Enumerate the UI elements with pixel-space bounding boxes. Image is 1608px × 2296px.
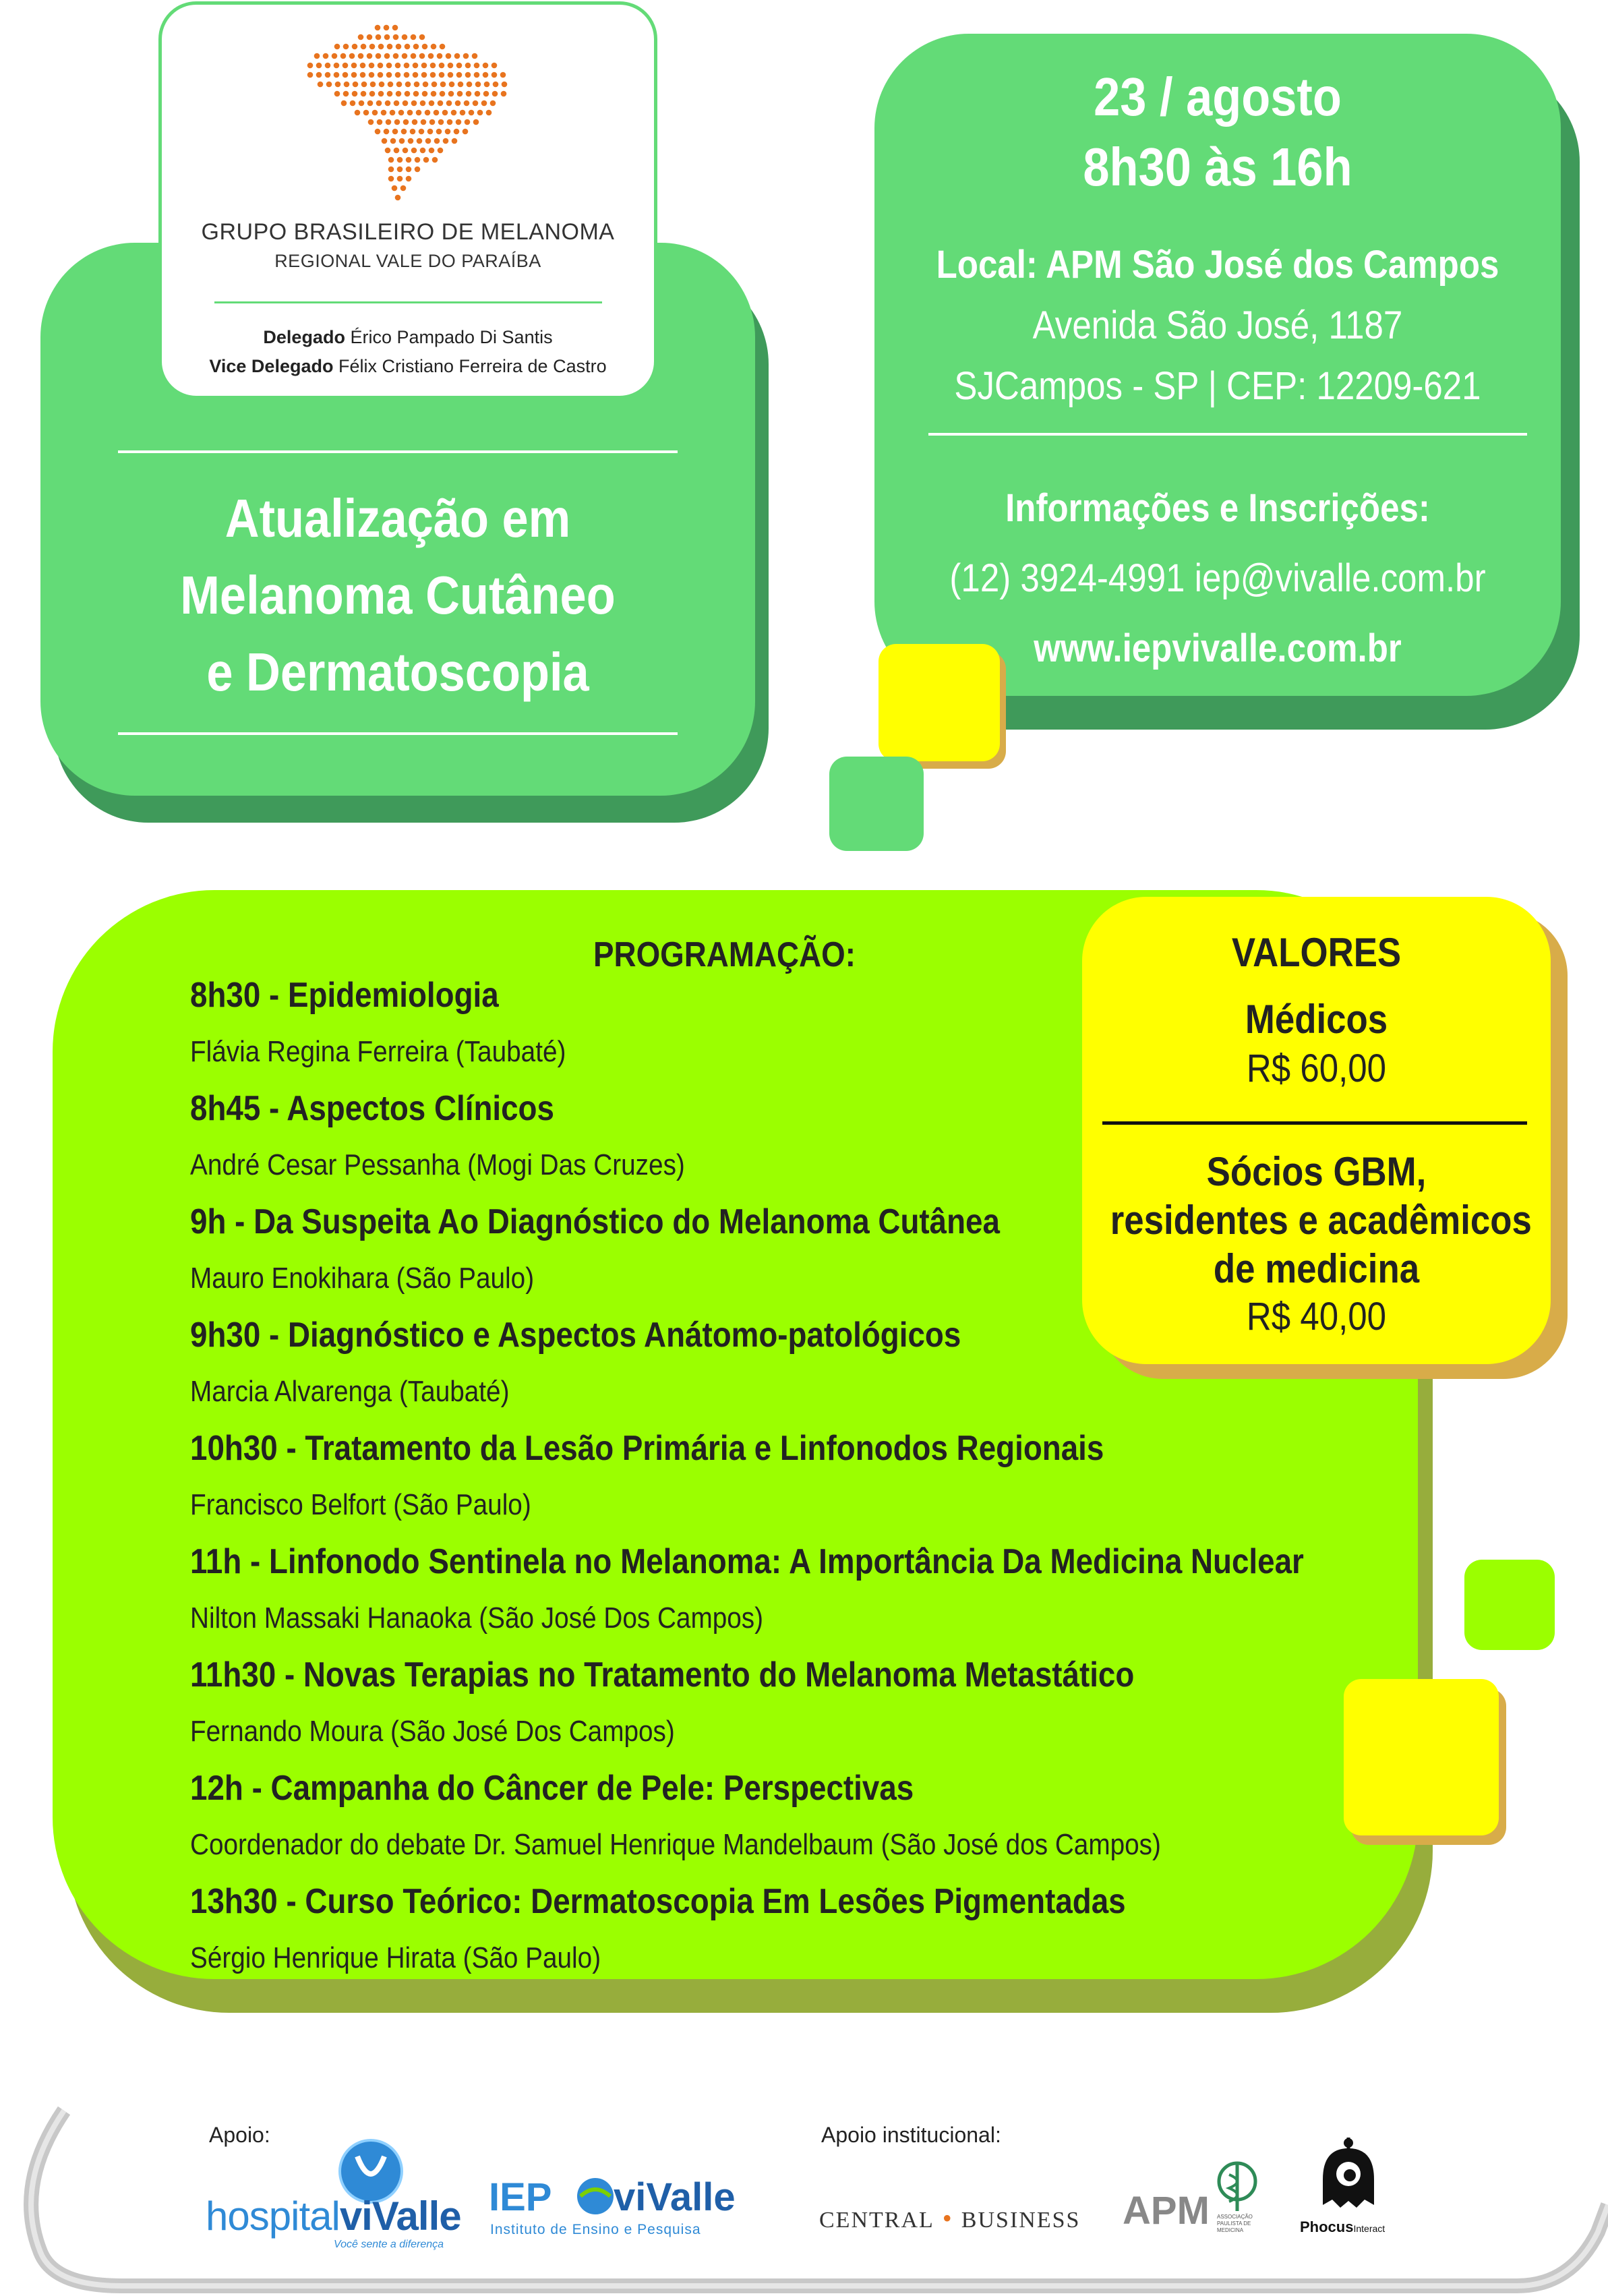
central-business-logo: [819, 2202, 1080, 2234]
support-label: Apoio:: [209, 2123, 270, 2147]
price-group1-value: R$ 60,00: [1246, 1047, 1387, 1090]
program-item-speaker: Sérgio Henrique Hirata (São Paulo): [190, 1941, 601, 1974]
organizer-box: [158, 1, 657, 399]
phocus-logo: [1294, 2138, 1396, 2239]
vice-delegate-line: [162, 356, 654, 377]
program-item-speaker: Nilton Massaki Hanaoka (São José Dos Campos): [190, 1601, 764, 1635]
program-item-title: 11h - Linfonodo Sentinela no Melanoma: A Importância Da Medicina Nuclear: [190, 1542, 1304, 1581]
website-link: www.iepvivalle.com.br: [1034, 626, 1402, 670]
delegate-line: [162, 327, 654, 348]
event-location: Local: APM São José dos Campos: [936, 243, 1499, 287]
program-item: [190, 1763, 1404, 1876]
organizer-name: GRUPO BRASILEIRO DE MELANOMA: [201, 219, 615, 245]
phocus-logo-text-a: Phocus: [1300, 2218, 1354, 2235]
program-item-title: 12h - Campanha do Câncer de Pele: Perspectivas: [190, 1769, 914, 1808]
price-group2-line1: Sócios GBM,: [1206, 1149, 1427, 1194]
contact-info: (12) 3924-4991 iep@vivalle.com.br: [949, 556, 1486, 600]
iep-tagline: Instituto de Ensino e Pesquisa: [490, 2222, 701, 2237]
program-item-speaker: Mauro Enokihara (São Paulo): [190, 1262, 535, 1295]
program-item: [190, 1536, 1404, 1649]
decor-square-yellow: [879, 644, 1000, 761]
info-label: Informações e Inscrições:: [1005, 486, 1430, 530]
decor-square-green: [829, 757, 924, 851]
program-heading: PROGRAMAÇÃO:: [593, 935, 856, 974]
vice-delegate-name: Félix Cristiano Ferreira de Castro: [338, 356, 607, 376]
apm-logo: [1123, 2161, 1278, 2233]
brazil-map-logo: [297, 18, 526, 210]
institutional-support-label: Apoio institucional:: [821, 2123, 1001, 2147]
event-title-line1: Atualização em: [225, 488, 571, 548]
event-title-line3: e Dermatoscopia: [206, 642, 589, 702]
hospital-vivalle-logo: [206, 2138, 461, 2250]
iep-logo-text-a: IEP: [489, 2175, 552, 2219]
central-logo-text-b: BUSINESS: [961, 2208, 1081, 2233]
info-divider: [928, 433, 1527, 436]
central-dot-icon: •: [934, 2203, 961, 2233]
program-item-speaker: Coordenador do debate Dr. Samuel Henrique Mandelbaum (São José dos Campos): [190, 1828, 1161, 1861]
delegate-name: Érico Pampado Di Santis: [350, 327, 553, 347]
apm-logo-text: APM: [1123, 2189, 1210, 2233]
event-address: Avenida São José, 1187: [1032, 303, 1403, 347]
iep-logo-text-b: viValle: [614, 2175, 736, 2219]
event-date: 23 / agosto: [1094, 67, 1342, 127]
price-group2-value: R$ 40,00: [1246, 1295, 1387, 1338]
event-time: 8h30 às 16h: [1083, 137, 1352, 197]
program-item-title: 9h30 - Diagnóstico e Aspectos Anátomo-patológicos: [190, 1316, 961, 1355]
iep-globe-icon: [575, 2176, 616, 2216]
decor-square-lime: [1464, 1560, 1555, 1650]
title-bottom-rule: [118, 732, 678, 735]
program-item-title: 13h30 - Curso Teórico: Dermatoscopia Em Lesões Pigmentadas: [190, 1882, 1126, 1921]
central-logo-text-a: CENTRAL: [819, 2208, 934, 2233]
hospital-logo-text-a: hospital: [206, 2194, 340, 2239]
vice-delegate-label: Vice Delegado: [209, 356, 334, 376]
program-item-speaker: Francisco Belfort (São Paulo): [190, 1488, 531, 1521]
hospital-logo-text-b: viValle: [339, 2194, 461, 2239]
organizer-divider: [214, 301, 602, 303]
program-item-title: 10h30 - Tratamento da Lesão Primária e Linfonodos Regionais: [190, 1429, 1104, 1468]
program-item-title: 8h30 - Epidemiologia: [190, 976, 499, 1015]
program-item-speaker: Fernando Moura (São José Dos Campos): [190, 1715, 675, 1748]
decor-square-yellow2: [1344, 1679, 1499, 1835]
prices-divider: [1102, 1121, 1527, 1125]
program-item-speaker: Flávia Regina Ferreira (Taubaté): [190, 1035, 566, 1068]
program-item-title: 8h45 - Aspectos Clínicos: [190, 1089, 554, 1128]
hospital-tagline: Você sente a diferença: [334, 2239, 444, 2250]
event-title-line2: Melanoma Cutâneo: [180, 565, 616, 625]
event-city: SJCampos - SP | CEP: 12209-621: [954, 364, 1481, 408]
delegate-label: Delegado: [263, 327, 345, 347]
price-group1-label: Médicos: [1245, 997, 1388, 1042]
program-item: [190, 1423, 1404, 1536]
program-item: [190, 1876, 1404, 1989]
program-item-speaker: André Cesar Pessanha (Mogi Das Cruzes): [190, 1148, 685, 1181]
program-item: [190, 1649, 1404, 1763]
iep-vivalle-logo: [489, 2175, 758, 2249]
program-item-speaker: Marcia Alvarenga (Taubaté): [190, 1375, 510, 1408]
title-top-rule: [118, 450, 678, 453]
phocus-monster-icon: [1315, 2138, 1382, 2215]
price-group2-line3: de medicina: [1213, 1246, 1420, 1291]
phocus-logo-text-b: Interact: [1353, 2223, 1386, 2234]
program-item-title: 11h30 - Novas Terapias no Tratamento do Melanoma Metastático: [190, 1655, 1135, 1695]
apm-tagline: ASSOCIAÇÃO PAULISTA DE MEDICINA: [1217, 2214, 1253, 2233]
program-item-title: 9h - Da Suspeita Ao Diagnóstico do Melanoma Cutânea: [190, 1202, 1000, 1241]
organizer-regional: REGIONAL VALE DO PARAÍBA: [274, 251, 541, 271]
price-group2-line2: residentes e acadêmicos: [1110, 1198, 1532, 1243]
event-title: [40, 480, 755, 711]
apm-caduceus-icon: [1217, 2161, 1257, 2212]
prices-heading: VALORES: [1231, 930, 1402, 975]
